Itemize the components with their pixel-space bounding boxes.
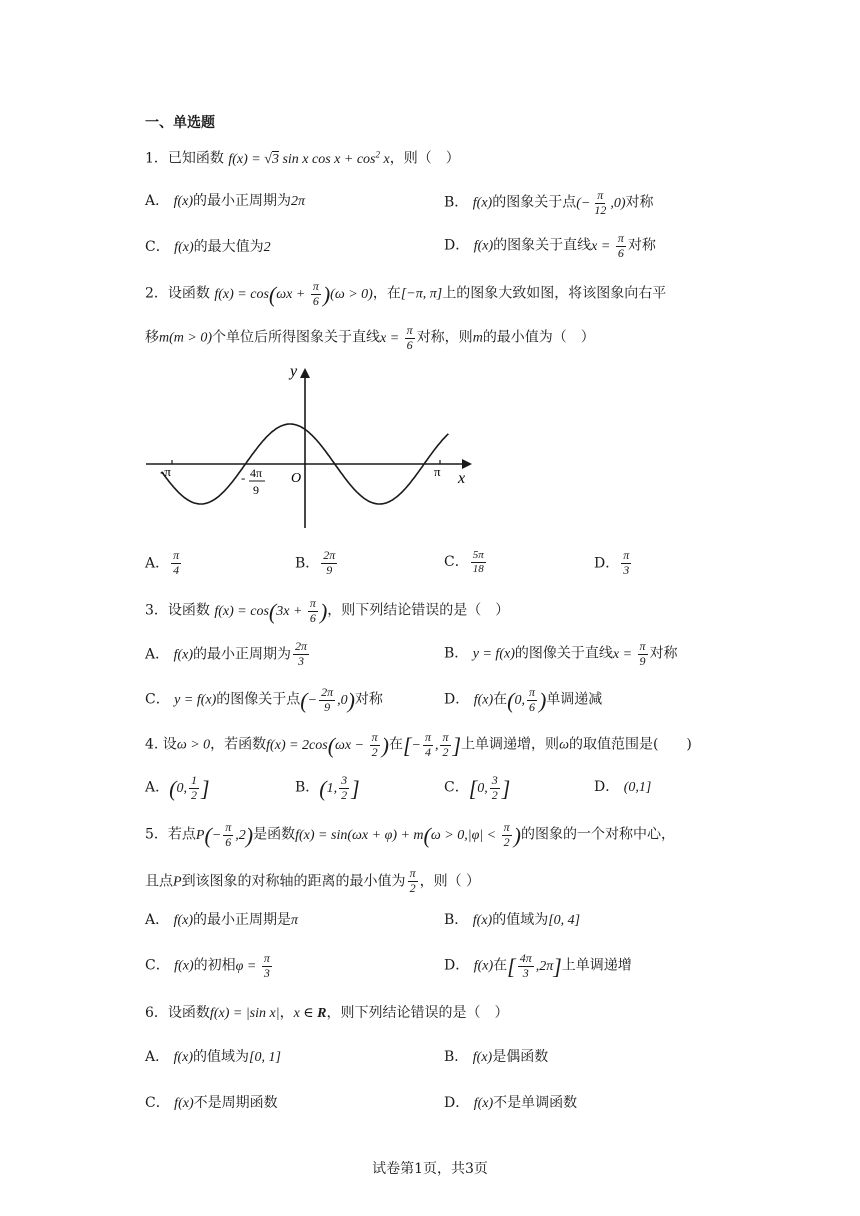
tick-label-zero-den: 9 — [253, 483, 259, 497]
y-label: y — [290, 363, 298, 380]
q4-option-c[interactable]: C．[0, $\frac{3}{2}$ ] — [444, 773, 511, 802]
origin-label: O — [291, 471, 302, 486]
q1-d-text: 的图象关于直线 — [493, 237, 592, 254]
q1-b-value: (− $\frac{\pi}{12}$ ,0) — [576, 188, 626, 217]
q1-stem-suffix: ，则（ ） — [389, 150, 460, 167]
q1-c-text: 的最大值为 — [193, 239, 264, 255]
q1-d-value: x = $\frac{\pi}{6}$ — [591, 231, 624, 260]
q5-stem-line2: 且点P到该图象的对称轴的距离的最小值为 $\frac{\pi}{2}$ ，则（ ） — [145, 866, 481, 895]
q1-option-a[interactable] — [145, 194, 305, 209]
q1-b-text: 的图象关于点 — [492, 194, 577, 211]
y-axis-arrow-icon — [300, 368, 310, 378]
q1-option-c[interactable]: C． f(x)的最大值为2 — [145, 239, 271, 255]
section-title: 一、单选题 — [145, 115, 215, 131]
q3-option-a[interactable]: A． f(x)的最小正周期为 $\frac{2\pi}{3}$ — [145, 639, 308, 668]
tick-label-neg-pi: -π — [160, 464, 171, 479]
q5-option-a[interactable]: A． f(x)的最小正周期是π — [145, 912, 299, 928]
q1-b-end: 对称 — [625, 194, 654, 211]
option-label: B． — [444, 194, 469, 211]
q6-domain: x ∈ R — [293, 1006, 327, 1021]
q3-stem: 3．设函数 f(x) = cos(3x + $\frac{\pi}{6}$ )，则下列结论错误的是（ ） — [145, 596, 510, 625]
q2-stem-line1: 2．设函数 f(x) = cos(ωx + $\frac{\pi}{6}$ )(ω > 0)，在[−π, π]上的图象大致如图，将该图象向右平 — [145, 279, 667, 308]
q1-a-fx: f(x) — [173, 194, 194, 209]
q1-a-value: 2π — [291, 194, 306, 209]
q2-interval: [−π, π] — [400, 286, 443, 302]
q1-option-d[interactable]: D． f(x)的图象关于直线x = $\frac{\pi}{6}$ 对称 — [444, 231, 656, 260]
q2-stem-line2: 移m(m > 0)个单位后所得图象关于直线x = $\frac{\pi}{6}$ 对称，则m的最小值为（ ） — [145, 323, 595, 352]
q2-option-a[interactable]: A． $\frac{\pi}{4}$ — [145, 548, 180, 577]
q4-option-b[interactable]: B．(1, $\frac{3}{2}$ ] — [295, 773, 360, 802]
q2-line-x: x = $\frac{\pi}{6}$ — [380, 323, 413, 352]
q2-graph — [140, 362, 480, 534]
q5-option-d[interactable]: D． f(x)在[ $\frac{4\pi}{3}$ ,2π]上单调递增 — [444, 951, 632, 980]
q3-function: f(x) = cos(3x + $\frac{\pi}{6}$ ) — [214, 596, 328, 625]
option-label: D． — [444, 237, 470, 254]
option-label: C． — [145, 239, 170, 255]
q1-function: f(x) = √3 sin x $\cos x + \cos^2 x$ — [228, 149, 390, 167]
q1-stem — [145, 150, 460, 167]
q1-option-b[interactable]: B． f(x)的图象关于点(− $\frac{\pi}{12}$ ,0)对称 — [444, 188, 654, 217]
q2-option-d[interactable]: D． $\frac{\pi}{3}$ — [594, 548, 630, 577]
q2-function: f(x) = cos(ωx + $\frac{\pi}{6}$ )(ω > 0) — [214, 279, 373, 308]
q4-function: f(x) = 2cos(ωx − $\frac{\pi}{2}$ ) — [266, 730, 389, 759]
q2-m-cond: m(m > 0) — [159, 330, 212, 346]
q4-stem: 4. 设ω > 0，若函数f(x) = 2cos(ωx − $\frac{\pi}{2}$ )在[− $\frac{\pi}{4}$ , $\frac{\pi}{2}$ ]上单调递增，则ω的取值范围是( ) — [145, 730, 692, 759]
option-label: A． — [145, 193, 170, 209]
q5-option-b[interactable]: B． f(x)的值域为[0, 4] — [444, 912, 581, 928]
x-label: x — [458, 470, 466, 487]
q1-d-end: 对称 — [627, 237, 656, 254]
q6-option-b[interactable]: B． f(x)是偶函数 — [444, 1049, 549, 1065]
tick-label-zero-prefix: - — [241, 470, 246, 485]
q2-option-c[interactable]: C． $\frac{5\pi}{18}$ — [444, 549, 484, 575]
q4-option-d[interactable]: D． (0,1] — [594, 779, 652, 795]
q6-option-a[interactable]: A． f(x)的值域为[0, 1] — [145, 1049, 281, 1065]
q3-option-d[interactable]: D． f(x)在(0, $\frac{\pi}{6}$ )单调递减 — [444, 685, 603, 714]
q6-function: f(x) = |sin x| — [209, 1006, 280, 1021]
page-footer: 试卷第1页，共3页 — [372, 1161, 488, 1177]
q5-function: f(x) = sin(ωx + φ) + m(ω > 0,|φ| < $\frac{\pi}{2}$ ) — [295, 820, 521, 849]
q6-stem: 6．设函数f(x) = |sin x|，x ∈ R，则下列结论错误的是（ ） — [145, 1005, 509, 1021]
q3-option-c[interactable]: C． y = f(x)的图像关于点(− $\frac{2\pi}{9}$ ,0)对称 — [145, 685, 383, 714]
tick-label-pi: π — [434, 464, 441, 479]
x-axis-arrow-icon — [462, 459, 472, 469]
q6-option-c[interactable]: C． f(x)不是周期函数 — [145, 1095, 278, 1111]
q4-condition: ω > 0 — [176, 737, 211, 753]
q3-option-b[interactable]: B． y = f(x)的图像关于直线x = $\frac{\pi}{9}$ 对称 — [444, 639, 678, 668]
q1-a-text: 的最小正周期为 — [193, 193, 292, 209]
tick-label-zero-num: 4π — [250, 466, 263, 480]
q5-point: P(− $\frac{\pi}{6}$ ,2) — [195, 820, 254, 849]
q4-option-a[interactable]: A．(0, $\frac{1}{2}$ ] — [145, 773, 210, 802]
q1-stem-prefix: 1．已知函数 — [145, 150, 229, 167]
q4-interval: [− $\frac{\pi}{4}$ , $\frac{\pi}{2}$ ] — [402, 730, 462, 759]
q1-c-value: 2 — [263, 240, 271, 255]
q6-option-d[interactable]: D． f(x)不是单调函数 — [444, 1095, 578, 1111]
q5-option-c[interactable]: C． f(x)的初相φ = $\frac{\pi}{3}$ — [145, 951, 270, 980]
q5-stem-line1: 5．若点P(− $\frac{\pi}{6}$ ,2)是函数f(x) = sin(ωx + φ) + m(ω > 0,|φ| < $\frac{\pi}{2}$ )的图象的一个对称中心， — [145, 820, 675, 849]
q2-option-b[interactable]: B． $\frac{2\pi}{9}$ — [295, 548, 336, 577]
